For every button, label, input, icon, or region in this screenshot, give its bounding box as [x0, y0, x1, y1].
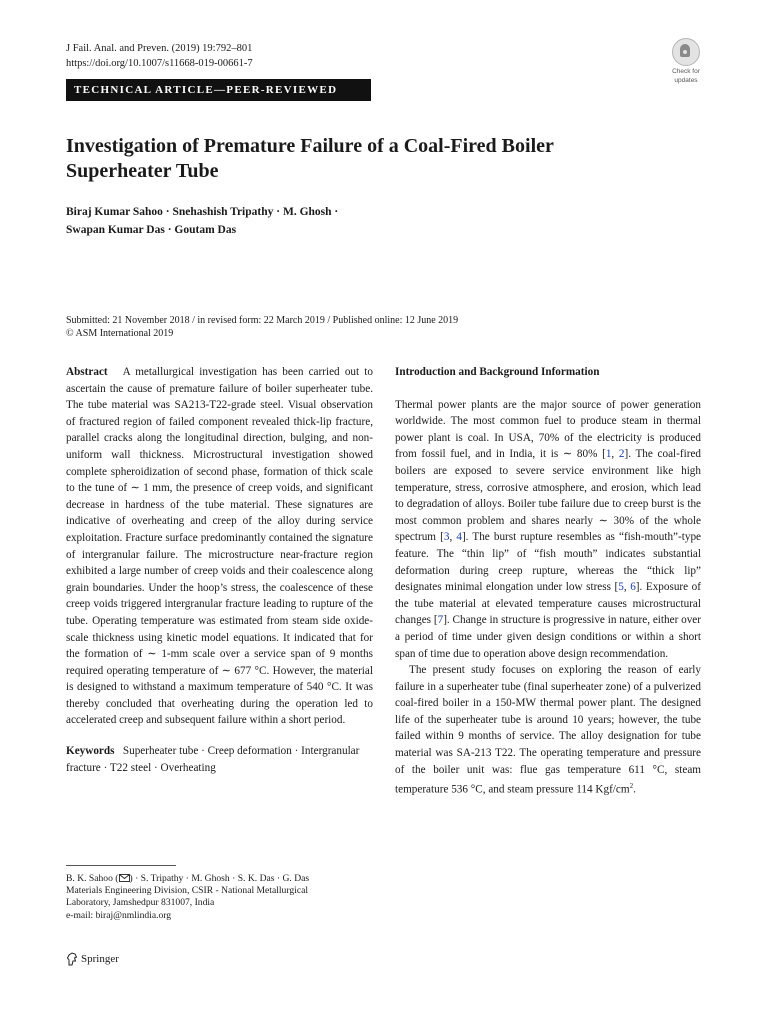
intro-p1-part-c: ]. The burst rupture resembles as “fish-mouth”-type feature. The “thin lip” of “fish mouth” indicates substantial deformation during creep rupture, whereas the “thick lip” designates minimal elongation under low stress [: [395, 531, 702, 594]
affiliation-location: Laboratory, Jamshedpur 831007, India: [66, 897, 215, 909]
badge-label-1: Check for: [672, 68, 700, 75]
section-heading-introduction: Introduction and Background Information: [395, 366, 600, 378]
intro-p1-part-d: ]. Exposure of the tube material at elevated temperature causes microstructural changes [: [395, 581, 701, 627]
copyright-notice: © ASM International 2019: [66, 328, 174, 339]
authors-line-2: Swapan Kumar Das · Goutam Das: [66, 224, 237, 236]
history-dates: Submitted: 21 November 2018 / in revised form: 22 March 2019 / Published online: 12 June 2019: [66, 315, 459, 326]
author-list: [66, 203, 566, 239]
citation-link-4[interactable]: 4: [456, 531, 462, 544]
affiliation-division: Materials Engineering Division, CSIR - National Metallurgical: [66, 885, 309, 897]
badge-label-2: updates: [674, 77, 698, 84]
authors-line-1: Biraj Kumar Sahoo · Snehashish Tripathy · M. Ghosh ·: [66, 206, 339, 218]
title-line-1: Investigation of Premature Failure of a Coal-Fired Boiler: [66, 135, 554, 157]
article-type-banner: TECHNICAL ARTICLE—PEER-REVIEWED: [66, 79, 371, 101]
intro-paragraph-1: Thermal power plants are the major source of power generation worldwide. The most common fuel to produce steam in thermal power plant is coal. In USA, 70% of the electricity is produced from fossil fuel, and in India, it is ∼ 80% [1, 2]. The coal-fired boilers are exposed to severe service environment like high temperature, stress, corrosive atmosphere, and erosion, which lead to degradation of alloys. Boiler tube failure due to creep burst is the most common problem and shares nearly ∼ 30% of the whole spectrum [3, 4]. The burst rupture resembles as “fish-mouth”-type feature. The “thin lip” of “fish mouth” indicates substantial deformation during creep rupture, whereas the “thick lip” designates minimal elongation under low stress [5, 6]. Exposure of the tube material at elevated temperature causes microstructural changes [7]. Change in structure is progressive in nature, either over a period of time under given design conditions or within a short span of time due to operation above design recommendation.: [395, 398, 702, 660]
publisher-logo: [66, 951, 119, 967]
intro-p1-part-a: Thermal power plants are the major source of power generation worldwide. The most common fuel to produce steam in thermal power plant is coal. In USA, 70% of the electricity is produced from fossil fuel, and in India, it is ∼ 80% [: [395, 398, 701, 461]
intro-paragraph-2: [395, 662, 701, 798]
intro-p1-part-e: ]. Change in structure is progressive in nature, either over a period of time under given design conditions or within a short span of time due to operation above design recommendation.: [395, 614, 701, 660]
journal-reference: [66, 41, 253, 71]
journal-citation: J Fail. Anal. and Preven. (2019) 19:792–801: [66, 43, 253, 54]
corresponding-email[interactable]: e-mail: biraj@nmlindia.org: [66, 909, 172, 921]
doi-link[interactable]: https://doi.org/10.1007/s11668-019-00661-7: [66, 58, 253, 69]
citation-link-3[interactable]: 3: [443, 531, 450, 544]
right-column: [395, 364, 701, 799]
publisher-name: Springer: [81, 953, 119, 965]
citation-link-1[interactable]: 1: [605, 448, 612, 461]
intro-p2-text: The present study focuses on exploring the reason of early failure in a superheater tube (final superheater zone) of a pulverized coal-fired boiler in a 150-MW thermal power plant. The designed life of the superheater tube is around 10 years; however, the tube failed within 9 months of service. The alloy designation for tube material was SA-213 T22. The operating temperature and pressure of the boiler unit was: flue gas temperature 611 °C, steam temperature 536 °C, and steam pressure 114 Kgf/cm: [395, 664, 701, 796]
envelope-icon[interactable]: [119, 874, 130, 882]
keywords: [66, 743, 373, 776]
check-updates-icon: [672, 38, 700, 66]
left-column: [66, 364, 373, 776]
keywords-text: Superheater tube · Creep deformation · Intergranular fracture · T22 steel · Overheating: [66, 745, 360, 774]
abstract-text: A metallurgical investigation has been carried out to ascertain the cause of premature failure of boiler superheater tube. The tube material was SA213-T22-grade steel. Visual observation of fractured region of failed component revealed thick-lip fracture, parallel cracks along the longitudinal direction, bulging, and non-uniform wall thickness. Microstructural investigation showed complete spheroidization of second phase, formation of thick scale to the tune of ∼ 1 mm, the presence of creep voids, and significant decrease in hardness of the tube material. These signatures are indicative of overheating and creep of the alloy during service exploitation. Fracture surface predominantly contained the signature of intergranular failure. The microstructure near-fracture region exhibited a large number of creep voids and their coalescence along grain boundaries. Under the hoop’s stress, the coalescence of these creep voids triggered intergranular fracture leading to rupture of the tube. Operating temperature was estimated from steam side oxide-scale thickness using kinetic model equations. It indicated that for the formation of ∼ 1-mm scale over a service span of 9 months required operating temperature of ∼ 677 °C. However, the material is designed to withstand a maximum temperature of 540 °C. It was thereby concluded that overheating during the operation led to accelerated creep and subsequent failure within a short period.: [66, 366, 373, 727]
affil-author-a: B. K. Sahoo (: [66, 873, 119, 884]
abstract-label: Abstract: [66, 366, 108, 378]
footnote-divider: [66, 865, 176, 866]
citation-link-5[interactable]: 5: [618, 581, 624, 594]
intro-p1-part-b: ]. The coal-fired boilers are exposed to severe service environment like high temperature, stress, corrosive atmosphere, and erosion, which lead to degradation of alloys. Boiler tube failure due to creep burst is the most common problem and shares nearly ∼ 30% of the whole spectrum [: [395, 448, 701, 544]
springer-horse-icon: [66, 952, 78, 966]
superscript-2: 2: [629, 782, 634, 791]
affiliation-authors: [66, 873, 366, 885]
abstract: [66, 364, 373, 729]
author-affiliation: [66, 873, 366, 922]
publication-dates: [66, 314, 458, 340]
affil-author-b: ) · S. Tripathy · M. Ghosh · S. K. Das · G. Das: [129, 873, 310, 884]
intro-p2-end: .: [633, 783, 636, 796]
citation-link-6[interactable]: 6: [630, 581, 636, 594]
citation-link-7[interactable]: 7: [437, 614, 444, 627]
keywords-label: Keywords: [66, 745, 115, 758]
title-line-2: Superheater Tube: [66, 160, 219, 182]
citation-link-2[interactable]: 2: [618, 448, 625, 461]
check-for-updates-badge[interactable]: [666, 38, 706, 84]
article-title: [66, 134, 646, 184]
